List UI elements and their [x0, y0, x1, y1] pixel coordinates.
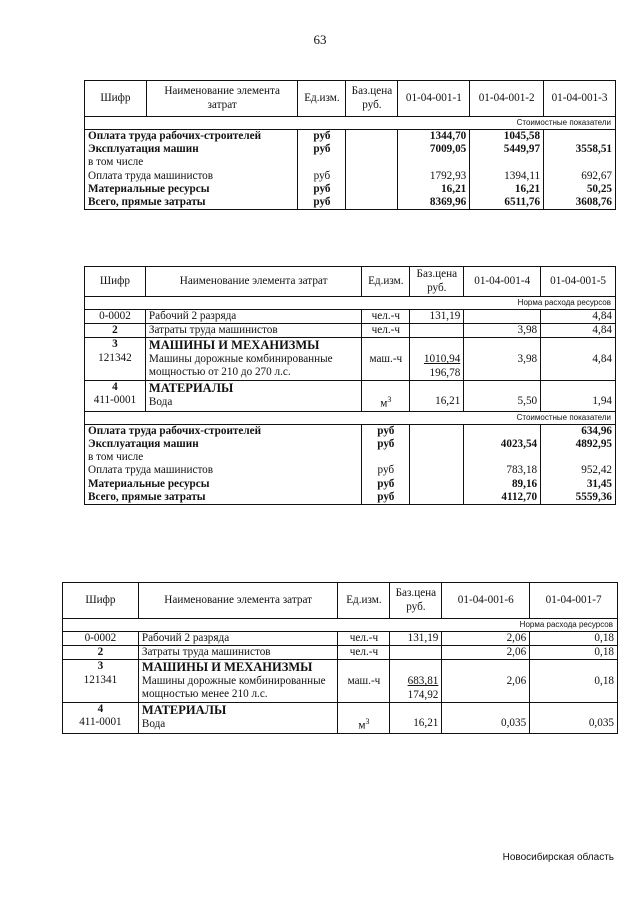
- row-unit: руб: [362, 438, 410, 451]
- row-name: Материальные ресурсы: [85, 183, 298, 196]
- group-title: МАШИНЫ И МЕХАНИЗМЫ: [141, 660, 313, 675]
- row-name: Всего, прямые затраты: [85, 491, 362, 505]
- group-title: МАТЕРИАЛЫ: [148, 380, 234, 395]
- header-unit: Ед.изм.: [338, 583, 390, 619]
- row-value: 0,035: [442, 702, 530, 733]
- group-number: 4: [97, 702, 104, 715]
- row-code: 121341: [83, 673, 118, 686]
- row-name: Эксплуатация машин: [85, 438, 362, 451]
- row-value: 0,18: [530, 632, 618, 646]
- row-value: 5559,36: [541, 491, 616, 505]
- row-value: 4,84: [541, 310, 616, 324]
- table-row: [63, 702, 618, 733]
- header-base-price: Баз.цена руб.: [390, 583, 442, 619]
- row-value: 3,98: [464, 338, 541, 380]
- row-value: 634,96: [541, 424, 616, 438]
- row-unit: чел.-ч: [338, 632, 390, 646]
- table-row: [85, 170, 616, 183]
- row-unit: чел.-ч: [338, 646, 390, 660]
- row-name-cell: [145, 338, 361, 380]
- row-value: 5449,97: [470, 143, 544, 156]
- row-code: 411-0001: [93, 394, 137, 407]
- row-value: 0,18: [530, 660, 618, 702]
- row-value: 1,94: [541, 380, 616, 411]
- header-code: Шифр: [63, 583, 139, 619]
- table-row: [85, 196, 616, 210]
- row-unit: руб: [362, 478, 410, 491]
- header-col-7: 01-04-001-7: [530, 583, 618, 619]
- table-row: [85, 324, 616, 338]
- row-name: Эксплуатация машин: [85, 143, 298, 156]
- row-name: Затраты труда машинистов: [145, 324, 361, 338]
- row-price: [390, 646, 442, 660]
- price-bottom: 174,92: [407, 688, 439, 701]
- header-col-6: 01-04-001-6: [442, 583, 530, 619]
- row-name-cell: [138, 660, 338, 702]
- row-name: Вода: [148, 395, 173, 408]
- table-row: [85, 451, 616, 464]
- row-value: 6511,76: [470, 196, 544, 210]
- row-value: 2,06: [442, 660, 530, 702]
- row-unit: руб: [362, 491, 410, 505]
- section-label: Норма расхода ресурсов: [63, 619, 618, 632]
- row-value: 3608,76: [544, 196, 616, 210]
- row-value: 8369,96: [398, 196, 470, 210]
- section-label: Стоимостные показатели: [85, 411, 616, 424]
- row-value: 1394,11: [470, 170, 544, 183]
- row-value: 783,18: [464, 464, 541, 477]
- table-header-row: [85, 267, 616, 297]
- row-value: [544, 130, 616, 144]
- section-row: [85, 411, 616, 424]
- row-value: 0,18: [530, 646, 618, 660]
- row-value: 7009,05: [398, 143, 470, 156]
- row-value: 4112,70: [464, 491, 541, 505]
- row-value: 4,84: [541, 324, 616, 338]
- row-value: 16,21: [398, 183, 470, 196]
- row-value: 692,67: [544, 170, 616, 183]
- header-col-3: 01-04-001-3: [544, 81, 616, 117]
- row-value: 3558,51: [544, 143, 616, 156]
- row-name: в том числе: [85, 156, 298, 169]
- group-code: [63, 702, 139, 733]
- table-row: [85, 310, 616, 324]
- row-price: 16,21: [410, 380, 464, 411]
- row-name: Вода: [141, 717, 166, 730]
- row-code: 121342: [98, 351, 132, 364]
- group-title: МАШИНЫ И МЕХАНИЗМЫ: [148, 338, 320, 353]
- row-name: Машины дорожные комбинированные мощностью менее 210 л.с.: [141, 675, 326, 701]
- row-value: 5,50: [464, 380, 541, 411]
- row-price-cell: [390, 660, 442, 702]
- resource-table-3: [62, 582, 618, 734]
- table-row: [85, 143, 616, 156]
- header-col-4: 01-04-001-4: [464, 267, 541, 297]
- group-title: МАТЕРИАЛЫ: [141, 702, 227, 717]
- row-unit-cell: [362, 380, 410, 411]
- table-row: [85, 438, 616, 451]
- row-price-cell: [410, 338, 464, 380]
- page-number: 63: [313, 32, 327, 47]
- table-row: [63, 660, 618, 702]
- row-value: 1344,70: [398, 130, 470, 144]
- row-unit: м: [358, 719, 366, 732]
- header-unit: Ед.изм.: [298, 81, 346, 117]
- row-unit: руб: [298, 196, 346, 210]
- group-number: 3: [112, 338, 118, 351]
- row-value: 4,84: [541, 338, 616, 380]
- header-name: Наименование элемента затрат: [145, 267, 361, 297]
- price-top: 683,81: [407, 675, 439, 688]
- group-number: 3: [97, 660, 104, 673]
- row-value: 16,21: [470, 183, 544, 196]
- row-unit: маш.-ч: [338, 660, 390, 702]
- section-row: [63, 619, 618, 632]
- row-name: Рабочий 2 разряда: [145, 310, 361, 324]
- row-value: 2,06: [442, 632, 530, 646]
- row-value: 952,42: [541, 464, 616, 477]
- header-code: Шифр: [85, 267, 146, 297]
- cost-table-1: [84, 80, 616, 210]
- group-code: [63, 660, 139, 702]
- row-name: Оплата труда машинистов: [85, 464, 362, 477]
- table-row: [85, 478, 616, 491]
- row-unit: руб: [298, 143, 346, 156]
- row-price: [410, 324, 464, 338]
- row-value: 4892,95: [541, 438, 616, 451]
- header-base-price: Баз.цена руб.: [346, 81, 398, 117]
- row-unit: руб: [362, 424, 410, 438]
- row-price: 16,21: [390, 702, 442, 733]
- price-top: 1010,94: [423, 353, 461, 366]
- row-name: Машины дорожные комбинированные мощностью от 210 до 270 л.с.: [148, 353, 333, 379]
- row-name: Рабочий 2 разряда: [138, 632, 338, 646]
- row-unit: маш.-ч: [362, 338, 410, 380]
- row-unit: руб: [298, 170, 346, 183]
- row-code: 0-0002: [63, 632, 139, 646]
- row-value: 4023,54: [464, 438, 541, 451]
- group-code: [85, 338, 146, 380]
- row-name: Материальные ресурсы: [85, 478, 362, 491]
- row-name: Затраты труда машинистов: [138, 646, 338, 660]
- row-value: 89,16: [464, 478, 541, 491]
- price-bottom: 196,78: [429, 366, 461, 379]
- row-name-cell: [145, 380, 361, 411]
- section-row: [85, 117, 616, 130]
- header-code: Шифр: [85, 81, 147, 117]
- row-code: 411-0001: [79, 716, 122, 729]
- row-code: 0-0002: [85, 310, 146, 324]
- header-name: Наименование элемента затрат: [146, 81, 298, 117]
- row-value: 3,98: [464, 324, 541, 338]
- header-col-2: 01-04-001-2: [470, 81, 544, 117]
- header-base-price: Баз.цена руб.: [410, 267, 464, 297]
- row-name: в том числе: [85, 451, 362, 464]
- table-row: [63, 632, 618, 646]
- section-row: [85, 297, 616, 310]
- section-label: Стоимостные показатели: [85, 117, 616, 130]
- table-row: [85, 380, 616, 411]
- table-row: [85, 183, 616, 196]
- row-price: 131,19: [410, 310, 464, 324]
- table-row: [85, 424, 616, 438]
- group-code: [85, 380, 146, 411]
- header-name: Наименование элемента затрат: [138, 583, 338, 619]
- row-unit: руб: [298, 183, 346, 196]
- row-unit: чел.-ч: [362, 324, 410, 338]
- table-header-row: [85, 81, 616, 117]
- row-unit: м: [380, 397, 388, 410]
- footer-region: Новосибирская область: [502, 852, 614, 863]
- table-row: [63, 646, 618, 660]
- row-name: Всего, прямые затраты: [85, 196, 298, 210]
- row-name: Оплата труда машинистов: [85, 170, 298, 183]
- row-value: 1792,93: [398, 170, 470, 183]
- row-unit: чел.-ч: [362, 310, 410, 324]
- row-value: 0,035: [530, 702, 618, 733]
- table-row: [85, 491, 616, 505]
- section-label: Норма расхода ресурсов: [85, 297, 616, 310]
- row-name: Оплата труда рабочих-строителей: [85, 424, 362, 438]
- row-price: 131,19: [390, 632, 442, 646]
- table-header-row: [63, 583, 618, 619]
- resource-table-2: [84, 266, 616, 505]
- row-name-cell: [138, 702, 338, 733]
- unit-exponent: 3: [387, 394, 392, 404]
- header-col-1: 01-04-001-1: [398, 81, 470, 117]
- row-value: 2,06: [442, 646, 530, 660]
- header-col-5: 01-04-001-5: [541, 267, 616, 297]
- row-code: 2: [85, 324, 146, 338]
- row-unit-cell: [338, 702, 390, 733]
- row-unit: руб: [362, 464, 410, 477]
- group-number: 4: [112, 380, 118, 393]
- row-value: [464, 424, 541, 438]
- unit-exponent: 3: [365, 716, 370, 726]
- table-row: [85, 130, 616, 144]
- row-value: 50,25: [544, 183, 616, 196]
- row-unit: руб: [298, 130, 346, 144]
- table-row: [85, 464, 616, 477]
- table-row: [85, 338, 616, 380]
- header-unit: Ед.изм.: [362, 267, 410, 297]
- row-code: 2: [63, 646, 139, 660]
- table-row: [85, 156, 616, 169]
- row-value: 31,45: [541, 478, 616, 491]
- row-name: Оплата труда рабочих-строителей: [85, 130, 298, 144]
- row-value: [464, 310, 541, 324]
- row-value: 1045,58: [470, 130, 544, 144]
